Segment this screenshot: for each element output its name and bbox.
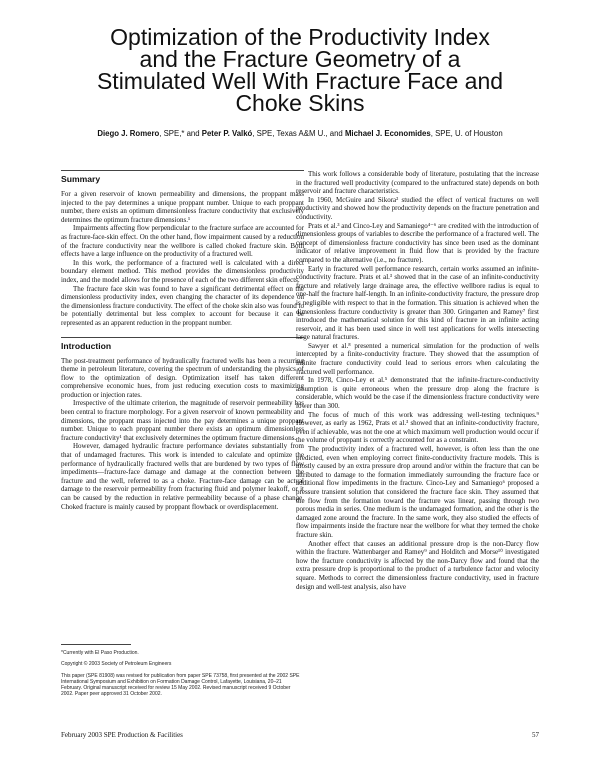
body-paragraph: Sawyer et al.⁸ presented a numerical simulation for the production of wells intercepted by a finite-conductivity fracture. They showed that the assumption of infinite fracture conductivity could lead to serious errors when calculating the fractured well performance. [296,341,539,376]
title-line: and the Fracture Geometry of a [139,46,461,72]
footnote-rule [61,644,131,645]
author-name: Michael J. Economides [344,129,431,138]
footnote: *Currently with El Paso Production. [61,650,139,656]
summary-paragraph: The fracture face skin was found to have a significant detrimental effect on the dimensionless productivity index, even changing the character of its dependence on the dimensionless fracture conductivity. The effect of the choke skin also was found to be potentially detrimental but less complex to account for because it can be represented as an apparent reduction in the proppant number. [61,284,304,327]
summary-paragraph: Impairments affecting flow perpendicular to the fracture surface are accounted for as fracture-face-skin effect. On the other hand, flow impairment caused by a reduction of the fracture conductivity near the wellbore is called choked fracture skin. Both effects have a large influence on the productivity of a fractured well. [61,224,304,259]
introduction-heading: Introduction [61,340,112,351]
section-rule [61,337,304,338]
section-rule [61,170,304,171]
summary-paragraph: For a given reservoir of known permeability and dimensions, the proppant mass injected to the pay determines a unique proppant number. Unique to each proppant number, there exists an optimum dimensionless fracture conductivity that exclusively determines the optimum fracture dimensions.¹ [61,190,304,224]
body-paragraph: Another effect that causes an additional pressure drop is the non-Darcy flow within the fracture. Wattenbarger and Ramey⁹ and Holditch and Morse¹⁰ investigated how the fracture conductivity is affected by the non-Darcy flow and found that the extra pressure drop is proportional to the product of a turbulence factor and velocity square. Methods to correct the dimensionless fracture conductivity, used in fracture design and well-test analysis, also have [296,539,539,591]
body-paragraph: Early in fractured well performance research, certain works assumed an infinite-conductivity fracture. Prats et al.³ showed that in the case of an infinite-conductivity fracture and relatively large drainage area, the effective wellbore radius is equal to one-half the fracture half-length. In an infinite-conductivity fracture, the pressure drop is negligible with respect to that in the formation. This situation is achieved when the dimensionless fracture conductivity is greater than 300. Gringarten and Ramey⁷ first introduced the mathematical solution for this kind of fracture in an infinite acting reservoir, and it has been used since in well test applications for wells intersecting large natural fractures. [296,264,539,342]
title-line: Stimulated Well With Fracture Face and [96,68,504,94]
summary-paragraph: In this work, the performance of a fractured well is calculated with a direct boundary element method. This method provides the dimensionless productivity index, and the model allows for the presence of each of the two different skin effects. [61,258,304,284]
author-affiliation: , SPE, U. of Houston [430,129,503,138]
journal-issue: February 2003 SPE Production & Facilities [61,731,183,739]
paper-title [40,26,560,114]
author-name: Peter P. Valkó [201,129,253,138]
page-footer [61,731,539,743]
author-affiliation: , SPE, Texas A&M U., and [252,129,345,138]
body-paragraph: This work follows a considerable body of literature, postulating that the increase in the fractured well productivity (compared to the unfractured state) depends on both reservoir and fracture characteristics. [296,170,539,196]
footnotes [61,650,304,703]
body-paragraph: Prats et al.³ and Cinco-Ley and Samaniego⁴⁻⁶ are credited with the introduction of dimensionless groups of variables to describe the performance of a fractured well. The concept of dimensionless fracture conductivity has since been used as the dominant indicator of relative improvement in fluid flow that is provided by the fracture compared to the alternative (i.e., no fracture). [296,221,539,264]
left-column [61,170,304,511]
author-name: Diego J. Romero [97,129,160,138]
footnote: Copyright © 2003 Society of Petroleum Engineers [61,661,172,668]
body-paragraph: In 1960, McGuire and Sikora² studied the effect of vertical fractures on well productivity and showed how the productivity depends on the fracture penetration and conductivity. [296,195,539,221]
introduction-paragraph: The post-treatment performance of hydraulically fractured wells has been a recurring theme in petroleum literature, covering the spectrum of understanding the physics of flow to the optimization of design. Optimization itself has taken different comprehensive economic hues, from just reducing execution costs to maximizing production or injection rates. [61,356,304,399]
title-line: Optimization of the Productivity Index [110,24,490,50]
title-line: Choke Skins [235,90,365,116]
author-affiliation: , SPE,* and [159,129,202,138]
body-paragraph: The focus of much of this work was addressing well-testing techniques.⁹ However, as early as 1962, Prats et al.³ showed that an infinite-conductivity fracture, even if achievable, was not the one at which maximum well production would occur if the volume of proppant is correctly accounted for as a constraint. [296,410,539,445]
right-column [296,170,539,591]
body-paragraph: In 1978, Cinco-Ley et al.⁵ demonstrated that the infinite-fracture-conductivity assumption is quite erroneous when the pressure drop along the fracture is considerable, which would be the case if the dimensionless fracture conductivity were lower than 300. [296,376,539,411]
page-number: 57 [532,731,539,739]
body-paragraph: The productivity index of a fractured well, however, is often less than the one predicted, even when employing correct finite-conductivity fracture models. This is mostly caused by an extra pressure drop around and/or within the fracture that can be attributed to damage to the formation immediately surrounding the fracture face or additional flow impediments in the fracture. Cinco-Ley and Samaniego⁶ proposed a pressure transient solution that considered the fracture face skin. They assumed that the flow from the formation toward the fracture was linear, passing through two porous media in series. One medium is the undamaged formation, and the other is the damaged zone around the fracture. In the same work, they also studied the effects of flow impairments inside the fracture near the wellbore for what they termed the choke fracture skin. [296,445,539,539]
author-line [40,129,560,138]
footnote: This paper (SPE 81908) was revised for publication from paper SPE 73758, first presented at the 2002 SPE International Symposium and Exhibition on Formation Damage Control, Lafayette, Louisiana, 20–21 February. Original manuscript received for review 15 May 2002. Revised manuscript received 9 October 2002. Paper peer approved 31 October 2002. [61,672,300,698]
introduction-paragraph: However, damaged hydraulic fracture performance deviates substantially from that of undamaged fractures. This work is intended to calculate and optimize the performance of hydraulically fractured wells that are burdened by two types of flow impediments—fracture-face damage and damage at the connection between the fracture and the well, referred to as a choke. Fracture-face damage can be actual damage to the reservoir permeability from fracturing fluid and polymer leakoff, or it can be caused by the reduction in relative permeability because of a phase change. Choked fracture is mainly caused by proppant flowback or overdisplacement. [61,442,304,511]
summary-heading: Summary [61,174,101,184]
introduction-paragraph: Irrespective of the ultimate criterion, the magnitude of reservoir permeability has been central to fracture morphology. For a given reservoir of known permeability and dimensions, the proppant mass injected into the pay determines a unique proppant number. Unique to each proppant number there exists an optimum dimensionless fracture conductivity¹ that exclusively determines the optimum fracture dimensions. [61,399,304,442]
